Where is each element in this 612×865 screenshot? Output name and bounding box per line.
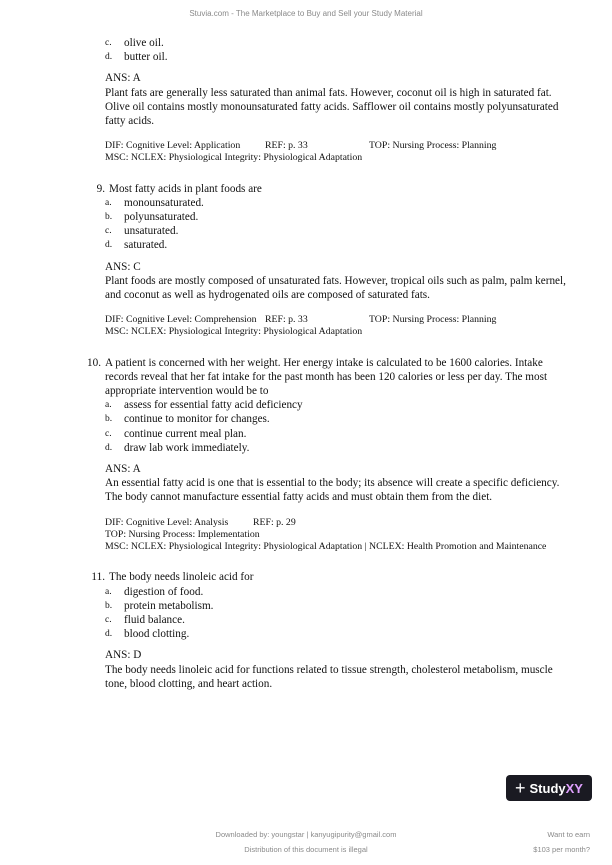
distribution-notice: Distribution of this document is illegal bbox=[244, 845, 368, 854]
document-content bbox=[84, 36, 574, 691]
option-c: c. unsaturated. bbox=[105, 225, 179, 238]
option-c: c. continue current meal plan. bbox=[105, 427, 247, 440]
answer: ANS: C bbox=[105, 260, 141, 273]
plus-icon: + bbox=[515, 777, 526, 798]
rationale: The body needs linoleic acid for functions related to tissue strength, cholesterol metabolism, muscle tone, blood clotting, and heart action. bbox=[105, 663, 553, 690]
earn-link[interactable]: Want to earn bbox=[547, 830, 590, 839]
question-9: 9. Most fatty acids in plant foods are bbox=[96, 182, 262, 195]
earn-amount[interactable]: $103 per month? bbox=[533, 845, 590, 854]
option-c: c. olive oil. bbox=[105, 37, 164, 49]
question-meta: DIF: Cognitive Level: Analysis REF: p. 29 TOP: Nursing Process: Implementation MSC: NCLEX: Physiological Integrity: Physiological Adaptation | NCLEX: Health Promotion and Maintenance bbox=[105, 516, 547, 553]
question-10: 10. A patient is concerned with her weight. Her energy intake is calculated to be 1600 calories. Intake records reveal that her fat intake for the past month has been 120 calories or less per day. The most appropriate intervention would be to bbox=[87, 356, 548, 398]
question-meta: DIF: Cognitive Level: Application REF: p. 33 TOP: Nursing Process: Planning MSC: NCLEX: Physiological Integrity: Physiological Adaptation bbox=[105, 140, 497, 164]
option-b: b. continue to monitor for changes. bbox=[105, 413, 270, 426]
option-a: a. monounsaturated. bbox=[105, 196, 204, 209]
option-c: c. fluid balance. bbox=[105, 613, 185, 626]
rationale: Plant fats are generally less saturated than animal fats. However, coconut oil is high in saturated fat. Olive oil contains mostly monounsaturated fatty acids. Safflower oil contains mostly polyunsaturated fatty acids. bbox=[105, 86, 559, 128]
answer: ANS: A bbox=[105, 72, 141, 85]
option-b: b. polyunsaturated. bbox=[105, 211, 199, 224]
option-d: d. butter oil. bbox=[105, 51, 168, 64]
option-a: a. assess for essential fatty acid deficiency bbox=[105, 399, 303, 412]
option-a: a. digestion of food. bbox=[105, 585, 204, 598]
answer: ANS: D bbox=[105, 649, 142, 662]
option-d: d. blood clotting. bbox=[105, 628, 190, 641]
rationale: Plant foods are mostly composed of unsaturated fats. However, tropical oils such as palm, palm kernel, and coconut as well as hydrogenated oils are composed of saturated fats. bbox=[105, 274, 566, 302]
question-11: 11. The body needs linoleic acid for bbox=[91, 571, 254, 584]
question-meta: DIF: Cognitive Level: Comprehension REF: p. 33 TOP: Nursing Process: Planning MSC: NCLEX: Physiological Integrity: Physiological Adaptation bbox=[105, 314, 497, 338]
answer: ANS: A bbox=[105, 463, 141, 476]
rationale: An essential fatty acid is one that is essential to the body; its absence will create a specific deficiency. The body cannot manufacture essential fatty acids and must obtain them from the diet. bbox=[105, 477, 560, 504]
option-b: b. protein metabolism. bbox=[105, 599, 214, 612]
stuvia-banner: Stuvia.com - The Marketplace to Buy and Sell your Study Material bbox=[189, 9, 423, 18]
studyxy-logo[interactable]: + Study XY bbox=[506, 775, 592, 801]
option-d: d. draw lab work immediately. bbox=[105, 441, 250, 454]
downloaded-by: Downloaded by: youngstar | kanyugipurity@gmail.com bbox=[215, 830, 397, 839]
option-d: d. saturated. bbox=[105, 239, 168, 252]
